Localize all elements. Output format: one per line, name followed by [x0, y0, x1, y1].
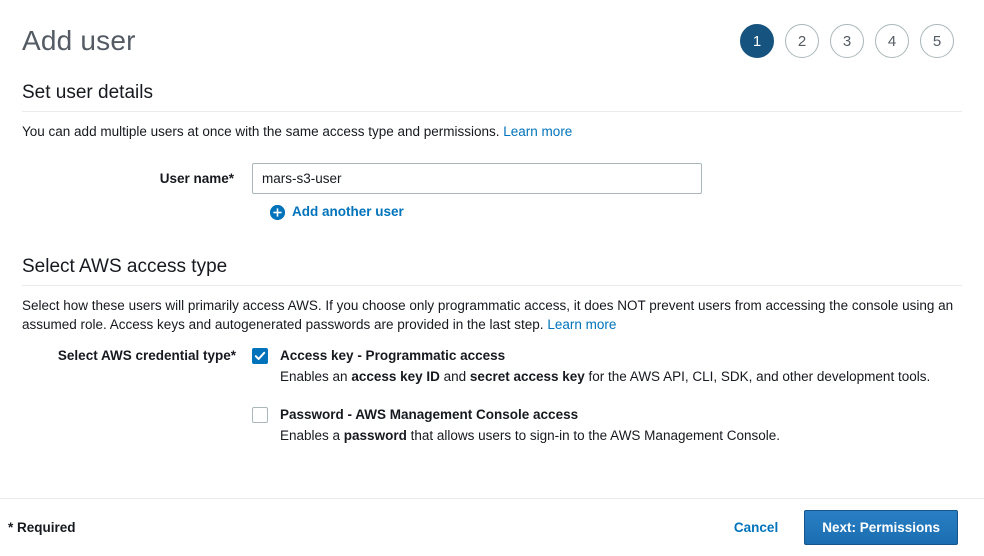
user-name-row — [22, 163, 962, 194]
plus-icon — [270, 205, 285, 220]
option-console-access[interactable] — [252, 405, 962, 446]
next-permissions-button[interactable]: Next: Permissions — [804, 510, 958, 545]
credential-type-options — [252, 346, 962, 464]
console-access-text — [280, 405, 780, 446]
programmatic-access-checkbox[interactable] — [252, 348, 268, 364]
add-another-user-button[interactable] — [270, 204, 404, 219]
user-details-description — [22, 122, 962, 141]
user-details-description-text: You can add multiple users at once with the same access type and permissions. — [22, 124, 500, 139]
console-access-checkbox[interactable] — [252, 407, 268, 423]
required-note: * Required — [8, 520, 76, 535]
pwd-sub-prefix: Enables a — [280, 428, 344, 443]
footer-actions — [730, 510, 958, 545]
cancel-button[interactable]: Cancel — [730, 514, 782, 541]
access-type-description-line1: Select how these users will primarily access AWS. If you choose only programmatic access, it does NOT prevent users from accessing the console using — [22, 298, 935, 313]
console-access-subtitle — [280, 428, 780, 443]
user-name-input[interactable] — [252, 163, 702, 194]
console-access-title: Password - AWS Management Console access — [280, 407, 579, 422]
prog-sub-suffix: for the AWS API, CLI, SDK, and other development tools. — [584, 369, 931, 384]
wizard-header — [0, 0, 984, 68]
access-type-learn-more-link[interactable]: Learn more — [547, 317, 617, 332]
pwd-sub-suffix: that allows users to sign-in to the AWS Management Console. — [406, 428, 781, 443]
add-another-user-label: Add another user — [292, 204, 404, 219]
divider — [22, 111, 962, 112]
prog-sub-mid: and — [439, 369, 470, 384]
programmatic-access-text — [280, 346, 930, 387]
step-2[interactable]: 2 — [785, 24, 819, 58]
prog-sub-bold-2: secret access key — [469, 369, 585, 384]
step-1[interactable]: 1 — [740, 24, 774, 58]
prog-sub-bold-1: access key ID — [351, 369, 440, 384]
programmatic-access-title: Access key - Programmatic access — [280, 348, 506, 363]
access-type-section — [0, 256, 984, 464]
divider-2 — [22, 285, 962, 286]
user-details-learn-more-link[interactable]: Learn more — [503, 124, 573, 139]
step-4[interactable]: 4 — [875, 24, 909, 58]
credential-type-row — [22, 346, 962, 464]
step-5[interactable]: 5 — [920, 24, 954, 58]
page-title: Add user — [22, 25, 136, 56]
option-programmatic-access[interactable] — [252, 346, 962, 387]
access-type-heading: Select AWS access type — [22, 256, 228, 277]
pwd-sub-bold-1: password — [343, 428, 407, 443]
user-name-label: User name* — [159, 171, 234, 186]
programmatic-access-subtitle — [280, 369, 930, 384]
step-indicator — [740, 24, 960, 58]
step-3[interactable]: 3 — [830, 24, 864, 58]
user-details-heading: Set user details — [22, 82, 153, 103]
wizard-footer — [0, 498, 984, 556]
credential-type-label: Select AWS credential type* — [57, 348, 236, 363]
access-type-description-line2: an assumed role. Access keys and autogenerated passwords are provided in the last step. — [22, 298, 954, 332]
access-type-description — [22, 296, 962, 334]
prog-sub-prefix: Enables an — [280, 369, 352, 384]
user-details-section — [0, 82, 984, 224]
